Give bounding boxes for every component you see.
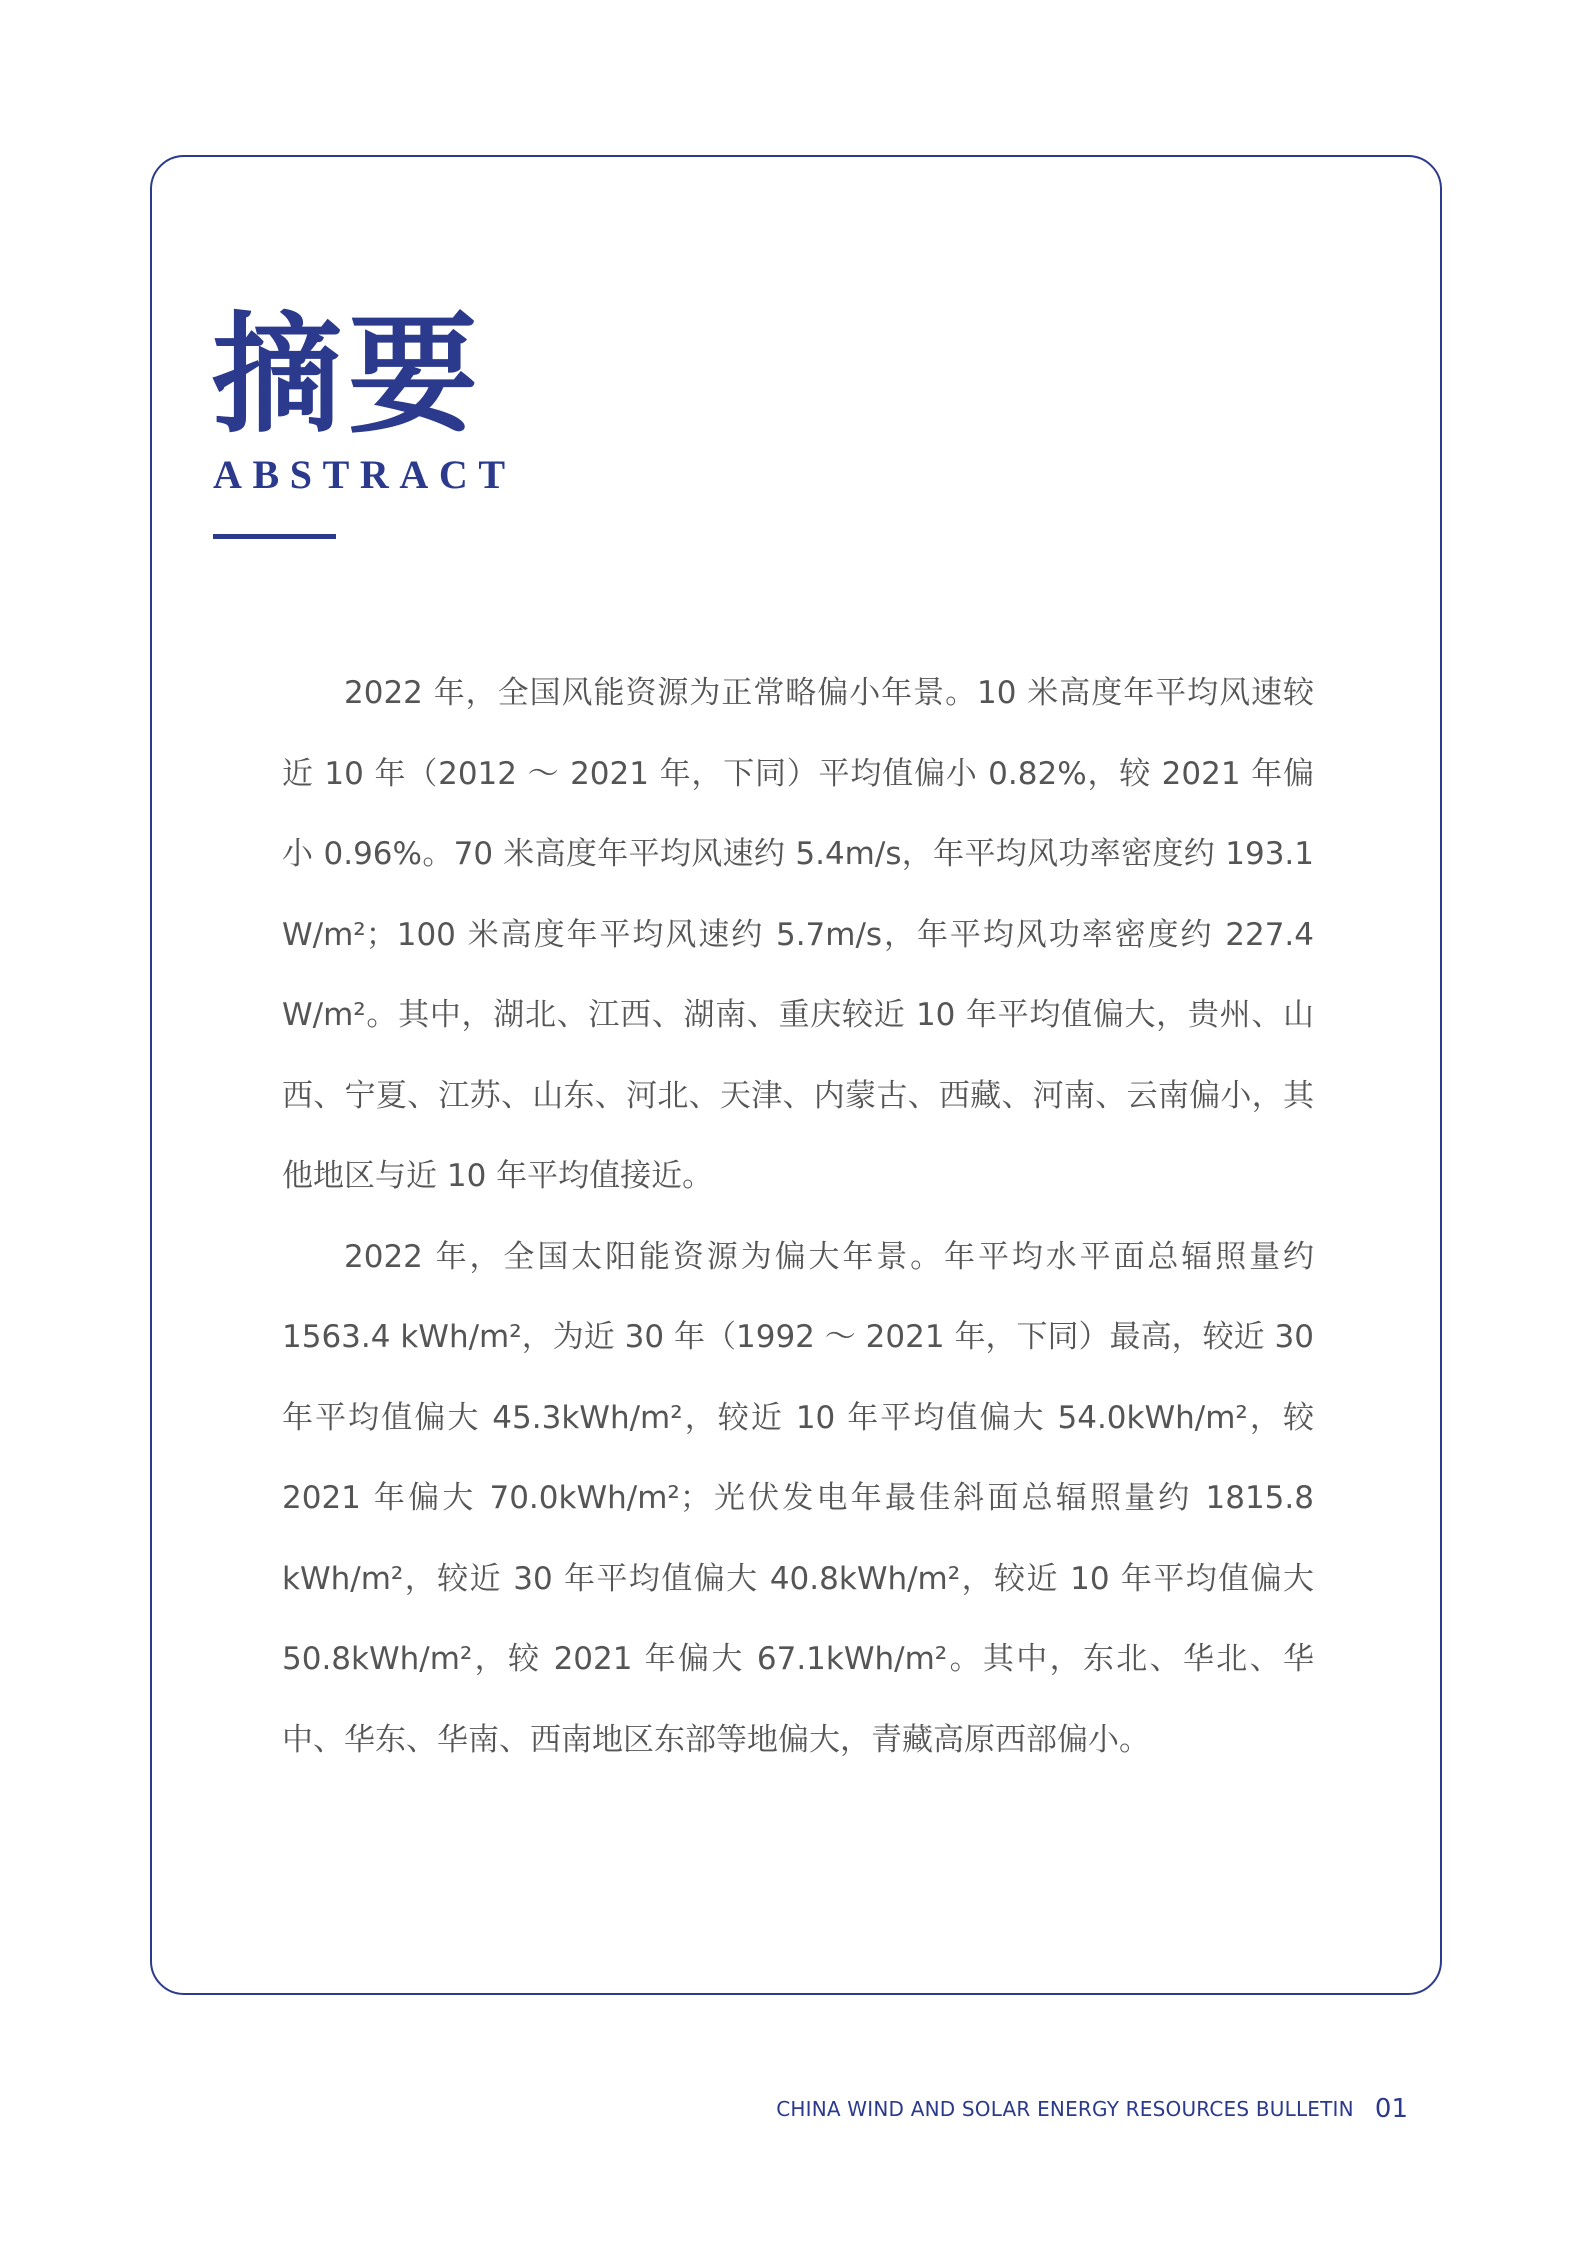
- abstract-body: [282, 653, 1314, 1780]
- paragraph-solar: 2022 年，全国太阳能资源为偏大年景。年平均水平面总辐照量约 1563.4 kWh/m²，为近 30 年（1992 ～ 2021 年，下同）最高，较近 30 年平均值偏大 45.3kWh/m²，较近 10 年平均值偏大 54.0kWh/m²，较 2021 年偏大 70.0kWh/m²；光伏发电年最佳斜面总辐照量约 1815.8 kWh/m²，较近 30 年平均值偏大 40.8kWh/m²，较近 10 年平均值偏大 50.8kWh/m²，较 2021 年偏大 67.1kWh/m²。其中，东北、华北、华中、华东、华南、西南地区东部等地偏大，青藏高原西部偏小。: [282, 1238, 1314, 1758]
- page-footer: [776, 2094, 1408, 2124]
- page-number: 01: [1374, 2094, 1408, 2124]
- paragraph-wind: 2022 年，全国风能资源为正常略偏小年景。10 米高度年平均风速较近 10 年（2012 ～ 2021 年，下同）平均值偏小 0.82%，较 2021 年偏小 0.96%。70 米高度年平均风速约 5.4m/s，年平均风功率密度约 193.1 W/m²；100 米高度年平均风速约 5.7m/s，年平均风功率密度约 227.4 W/m²。其中，湖北、江西、湖南、重庆较近 10 年平均值偏大，贵州、山西、宁夏、江苏、山东、河北、天津、内蒙古、西藏、河南、云南偏小，其他地区与近 10 年平均值接近。: [282, 675, 1314, 1194]
- title-divider: [213, 534, 336, 539]
- page-title: 摘要: [212, 298, 485, 451]
- page-subtitle: ABSTRACT: [213, 452, 516, 497]
- footer-title: CHINA WIND AND SOLAR ENERGY RESOURCES BULLETIN: [776, 2097, 1354, 2121]
